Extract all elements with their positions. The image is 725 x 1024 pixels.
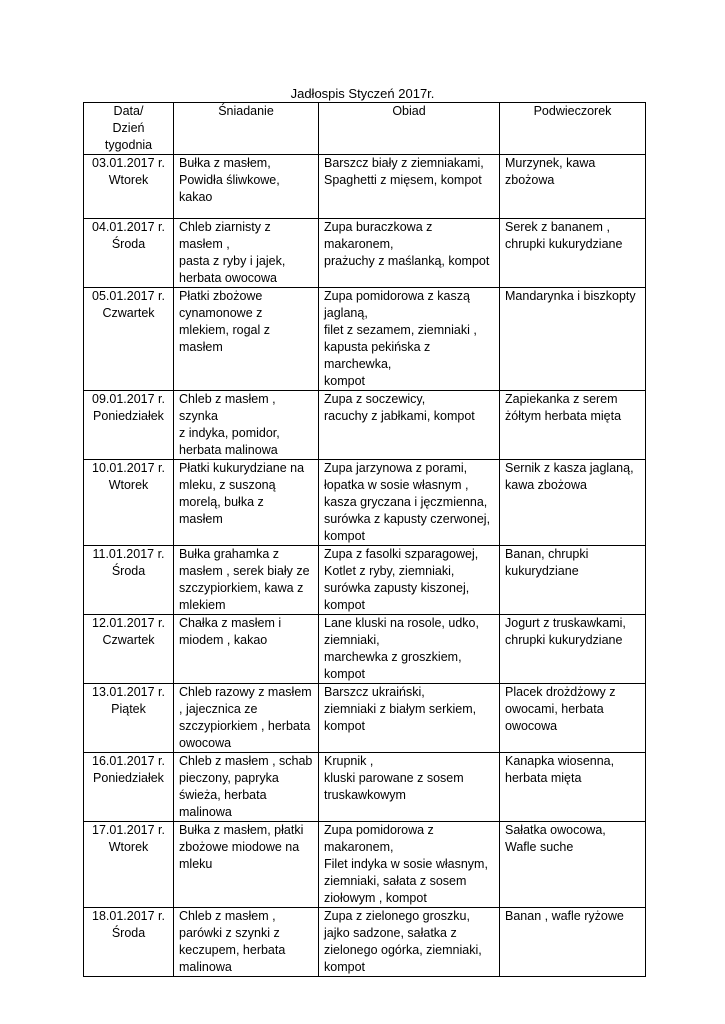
breakfast-cell: Bułka z masłem, Powidła śliwkowe, kakao	[174, 155, 319, 219]
breakfast-cell: Chleb z masłem , szynka z indyka, pomidor, herbata malinowa	[174, 391, 319, 460]
table-row	[84, 460, 646, 546]
date-cell: 17.01.2017 r. Wtorek	[84, 822, 174, 908]
table-row	[84, 219, 646, 288]
breakfast-cell: Chleb z masłem , parówki z szynki z keczupem, herbata malinowa	[174, 908, 319, 977]
header-lunch: Obiad	[319, 103, 500, 155]
date-cell: 18.01.2017 r. Środa	[84, 908, 174, 977]
lunch-cell: Barszcz ukraiński, ziemniaki z białym serkiem, kompot	[319, 684, 500, 753]
menu-table	[83, 102, 646, 977]
table-row	[84, 822, 646, 908]
breakfast-cell: Chleb ziarnisty z masłem , pasta z ryby i jajek, herbata owocowa	[174, 219, 319, 288]
table-row	[84, 908, 646, 977]
header-row	[84, 103, 646, 155]
date-cell: 10.01.2017 r. Wtorek	[84, 460, 174, 546]
table-row	[84, 684, 646, 753]
lunch-cell: Zupa jarzynowa z porami, łopatka w sosie własnym , kasza gryczana i jęczmienna, surówka z kapusty czerwonej, kompot	[319, 460, 500, 546]
date-cell: 11.01.2017 r. Środa	[84, 546, 174, 615]
snack-cell: Placek drożdżowy z owocami, herbata owocowa	[500, 684, 646, 753]
breakfast-cell: Płatki zbożowe cynamonowe z mlekiem, rogal z masłem	[174, 288, 319, 391]
snack-cell: Sernik z kasza jaglaną, kawa zbożowa	[500, 460, 646, 546]
date-cell: 05.01.2017 r. Czwartek	[84, 288, 174, 391]
date-cell: 12.01.2017 r. Czwartek	[84, 615, 174, 684]
lunch-cell: Lane kluski na rosole, udko, ziemniaki, marchewka z groszkiem, kompot	[319, 615, 500, 684]
date-cell: 04.01.2017 r. Środa	[84, 219, 174, 288]
snack-cell: Banan, chrupki kukurydziane	[500, 546, 646, 615]
snack-cell: Serek z bananem , chrupki kukurydziane	[500, 219, 646, 288]
lunch-cell: Krupnik , kluski parowane z sosem truskawkowym	[319, 753, 500, 822]
lunch-cell: Zupa z zielonego groszku, jajko sadzone, sałatka z zielonego ogórka, ziemniaki, kompot	[319, 908, 500, 977]
header-date: Data/ Dzień tygodnia	[84, 103, 174, 155]
date-cell: 09.01.2017 r. Poniedziałek	[84, 391, 174, 460]
table-row	[84, 753, 646, 822]
snack-cell: Kanapka wiosenna, herbata mięta	[500, 753, 646, 822]
table-row	[84, 288, 646, 391]
header-breakfast: Śniadanie	[174, 103, 319, 155]
lunch-cell: Zupa pomidorowa z makaronem, Filet indyka w sosie własnym, ziemniaki, sałata z sosem ziołowym , kompot	[319, 822, 500, 908]
snack-cell: Sałatka owocowa, Wafle suche	[500, 822, 646, 908]
lunch-cell: Barszcz biały z ziemniakami, Spaghetti z mięsem, kompot	[319, 155, 500, 219]
table-row	[84, 615, 646, 684]
date-cell: 03.01.2017 r. Wtorek	[84, 155, 174, 219]
snack-cell: Murzynek, kawa zbożowa	[500, 155, 646, 219]
snack-cell: Zapiekanka z serem żółtym herbata mięta	[500, 391, 646, 460]
snack-cell: Banan , wafle ryżowe	[500, 908, 646, 977]
date-cell: 13.01.2017 r. Piątek	[84, 684, 174, 753]
table-row	[84, 155, 646, 219]
breakfast-cell: Chleb z masłem , schab pieczony, papryka świeża, herbata malinowa	[174, 753, 319, 822]
page-title: Jadłospis Styczeń 2017r.	[290, 86, 435, 101]
breakfast-cell: Bułka grahamka z masłem , serek biały ze szczypiorkiem, kawa z mlekiem	[174, 546, 319, 615]
lunch-cell: Zupa pomidorowa z kaszą jaglaną, filet z sezamem, ziemniaki , kapusta pekińska z marchewka, kompot	[319, 288, 500, 391]
snack-cell: Mandarynka i biszkopty	[500, 288, 646, 391]
lunch-cell: Zupa z fasolki szparagowej, Kotlet z ryby, ziemniaki, surówka zapusty kiszonej, kompot	[319, 546, 500, 615]
header-snack: Podwieczorek	[500, 103, 646, 155]
snack-cell: Jogurt z truskawkami, chrupki kukurydziane	[500, 615, 646, 684]
lunch-cell: Zupa buraczkowa z makaronem, prażuchy z maślanką, kompot	[319, 219, 500, 288]
table-row	[84, 391, 646, 460]
breakfast-cell: Chleb razowy z masłem , jajecznica ze szczypiorkiem , herbata owocowa	[174, 684, 319, 753]
date-cell: 16.01.2017 r. Poniedziałek	[84, 753, 174, 822]
breakfast-cell: Chałka z masłem i miodem , kakao	[174, 615, 319, 684]
lunch-cell: Zupa z soczewicy, racuchy z jabłkami, kompot	[319, 391, 500, 460]
table-row	[84, 546, 646, 615]
breakfast-cell: Płatki kukurydziane na mleku, z suszoną morelą, bułka z masłem	[174, 460, 319, 546]
breakfast-cell: Bułka z masłem, płatki zbożowe miodowe na mleku	[174, 822, 319, 908]
